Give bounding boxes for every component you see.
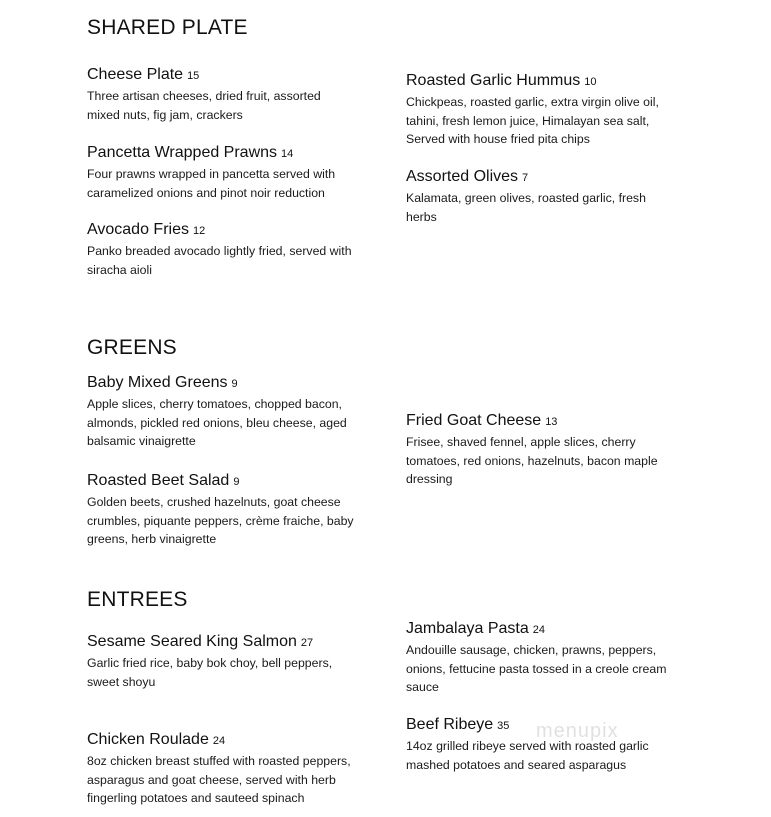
item-price: 7 xyxy=(522,172,529,184)
item-description: 14oz grilled ribeye served with roasted garlic mashed potatoes and seared asparagus xyxy=(406,739,649,772)
item-name: Roasted Beet Salad xyxy=(87,472,230,489)
item-description: Four prawns wrapped in pancetta served with caramelized onions and pinot noir reduction xyxy=(87,167,336,200)
menu-item-roasted-garlic-hummus xyxy=(406,72,686,149)
item-description: Apple slices, cherry tomatoes, chopped bacon, almonds, pickled red onions, bleu cheese, aged balsamic vinaigrette xyxy=(87,397,347,448)
menu-item-sesame-seared-king-salmon xyxy=(87,633,367,691)
item-name: Sesame Seared King Salmon xyxy=(87,633,297,650)
item-price: 24 xyxy=(212,735,226,747)
item-description: 8oz chicken breast stuffed with roasted peppers, asparagus and goat cheese, served with herb fingerling potatoes and sauteed spinach xyxy=(87,754,351,805)
item-description: Andouille sausage, chicken, prawns, peppers, onions, fettucine pasta tossed in a creole cream sauce xyxy=(406,643,667,694)
item-name: Avocado Fries xyxy=(87,221,189,238)
section-title-entrees: ENTREES xyxy=(87,588,188,611)
item-name-line xyxy=(87,731,367,750)
item-name-line xyxy=(87,374,367,393)
item-name-line xyxy=(87,221,367,240)
menu-item-baby-mixed-greens xyxy=(87,374,367,451)
item-name: Chicken Roulade xyxy=(87,731,209,748)
item-name: Beef Ribeye xyxy=(406,716,494,733)
item-description: Panko breaded avocado lightly fried, served with siracha aioli xyxy=(87,244,352,277)
item-price: 24 xyxy=(532,624,545,636)
item-name: Jambalaya Pasta xyxy=(406,620,529,637)
menu-item-avocado-fries xyxy=(87,221,367,279)
item-price: 9 xyxy=(231,378,238,390)
item-description: Frisee, shaved fennel, apple slices, cherry tomatoes, red onions, hazelnuts, bacon maple dressing xyxy=(406,435,658,486)
item-name-line xyxy=(87,472,367,491)
section-title-shared-plate: SHARED PLATE xyxy=(87,16,248,39)
item-name: Cheese Plate xyxy=(87,66,184,83)
item-price: 13 xyxy=(545,416,558,428)
menu-item-fried-goat-cheese xyxy=(406,412,686,489)
item-price: 27 xyxy=(300,637,314,649)
item-name-line xyxy=(87,633,367,652)
item-description: Three artisan cheeses, dried fruit, assorted mixed nuts, fig jam, crackers xyxy=(87,89,321,122)
item-description: Garlic fried rice, baby bok choy, bell peppers, sweet shoyu xyxy=(87,656,333,689)
section-title-greens: GREENS xyxy=(87,336,177,359)
item-price: 10 xyxy=(584,76,597,88)
item-price: 35 xyxy=(497,720,510,732)
item-name-line xyxy=(87,66,367,85)
menu-item-pancetta-wrapped-prawns xyxy=(87,144,367,202)
item-name: Pancetta Wrapped Prawns xyxy=(87,144,278,161)
item-name-line xyxy=(406,168,686,187)
menu-item-chicken-roulade xyxy=(87,731,367,808)
item-price: 9 xyxy=(233,476,240,488)
item-name-line xyxy=(406,72,686,91)
item-price: 12 xyxy=(192,225,206,237)
item-name-line xyxy=(406,620,686,639)
menu-item-jambalaya-pasta xyxy=(406,620,686,697)
item-name-line xyxy=(406,412,686,431)
watermark-logo: menupix xyxy=(536,720,619,742)
menu-item-roasted-beet-salad xyxy=(87,472,367,549)
item-name-line xyxy=(87,144,367,163)
item-price: 15 xyxy=(187,70,200,82)
menu-item-cheese-plate xyxy=(87,66,367,124)
item-description: Kalamata, green olives, roasted garlic, fresh herbs xyxy=(406,191,646,224)
item-name: Assorted Olives xyxy=(406,168,519,185)
menu-item-assorted-olives xyxy=(406,168,686,226)
item-name: Fried Goat Cheese xyxy=(406,412,542,429)
item-description: Chickpeas, roasted garlic, extra virgin olive oil, tahini, fresh lemon juice, Himalayan sea salt, Served with house fried pita chips xyxy=(406,95,659,146)
item-name: Roasted Garlic Hummus xyxy=(406,72,581,89)
item-name: Baby Mixed Greens xyxy=(87,374,228,391)
item-price: 14 xyxy=(281,148,294,160)
item-description: Golden beets, crushed hazelnuts, goat cheese crumbles, piquante peppers, crème fraiche, baby greens, herb vinaigrette xyxy=(87,495,354,546)
